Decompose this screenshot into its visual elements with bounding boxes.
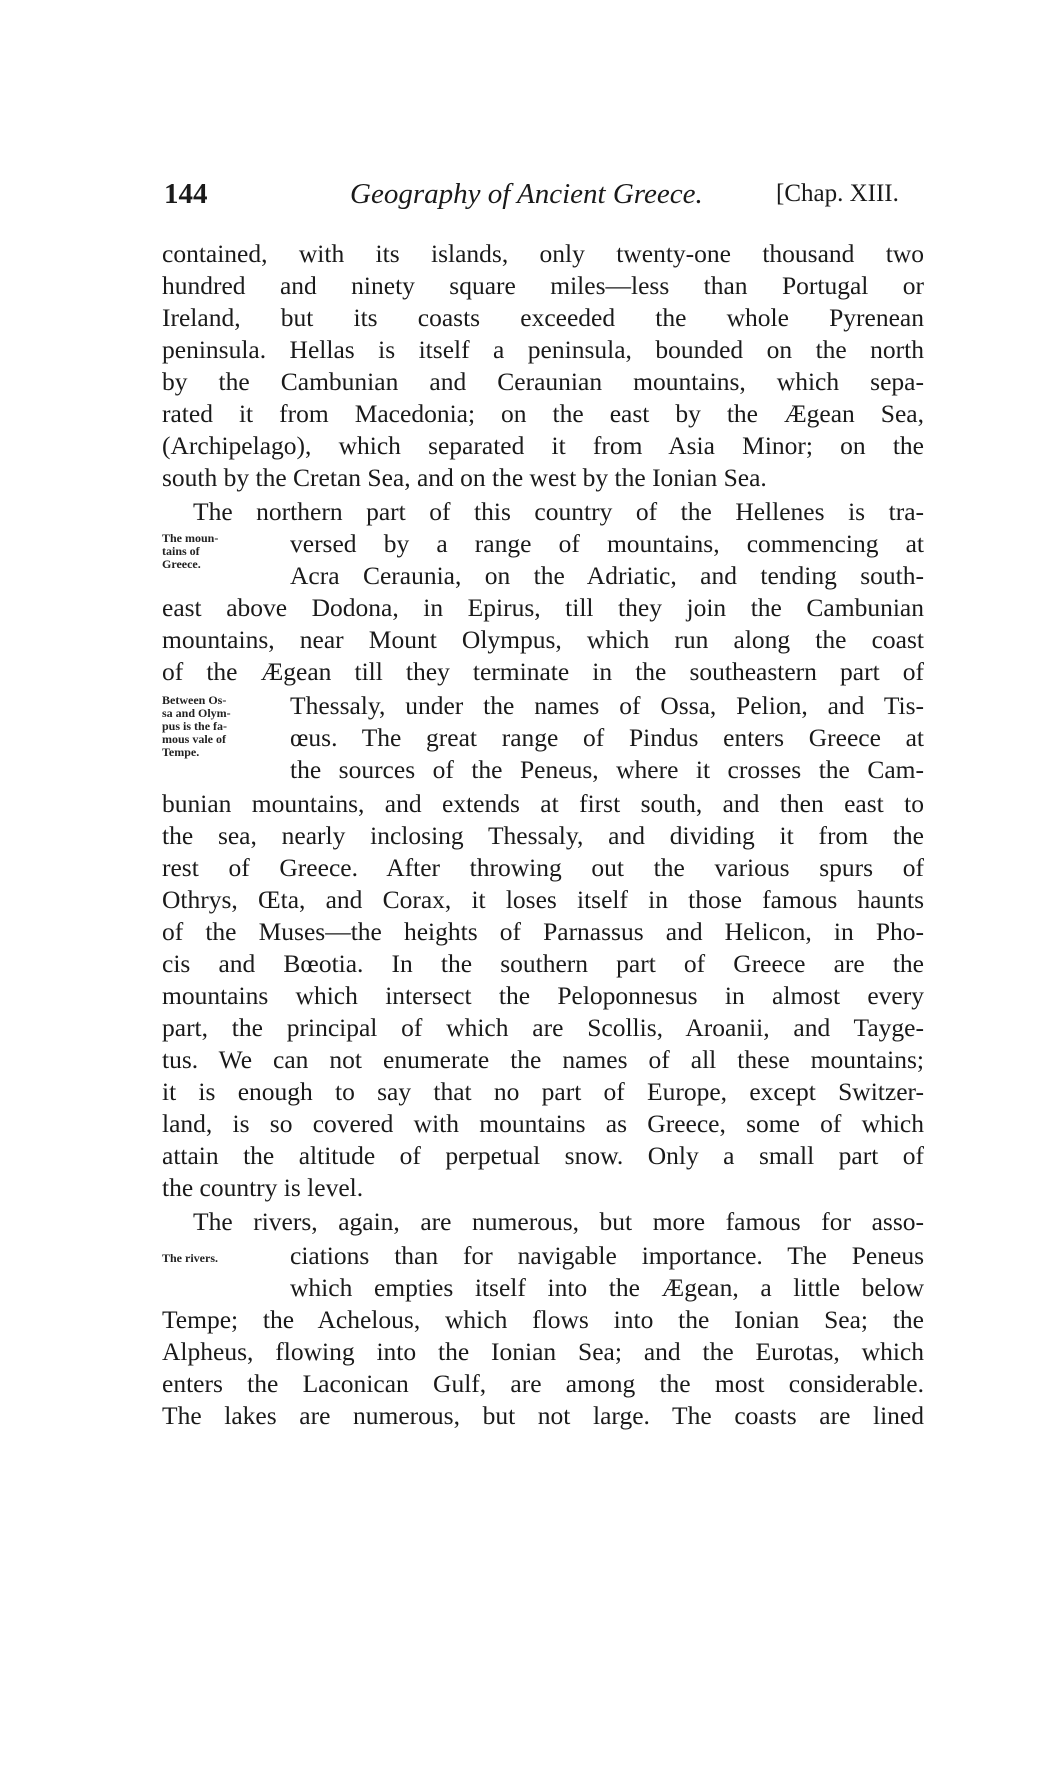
- text-line: rated it from Macedonia; on the east by the Ægean Sea,: [162, 399, 924, 428]
- sidenote-rivers: [162, 1252, 282, 1265]
- text-line: tus. We can not enumerate the names of all these mountains;: [162, 1045, 924, 1074]
- text-line: Tempe; the Achelous, which flows into the Ionian Sea; the: [162, 1305, 924, 1334]
- text-line: land, is so covered with mountains as Greece, some of which: [162, 1109, 924, 1138]
- text-line: hundred and ninety square miles—less than Portugal or: [162, 271, 924, 300]
- text-line: bunian mountains, and extends at first south, and then east to: [162, 789, 924, 818]
- text-line: cis and Bœotia. In the southern part of Greece are the: [162, 949, 924, 978]
- text-line: the country is level.: [162, 1173, 364, 1202]
- text-line: mountains which intersect the Peloponnesus in almost every: [162, 981, 924, 1010]
- text-line: peninsula. Hellas is itself a peninsula, bounded on the north: [162, 335, 924, 364]
- text-line: contained, with its islands, only twenty-one thousand two: [162, 239, 924, 268]
- text-line: The lakes are numerous, but not large. The coasts are lined: [162, 1401, 924, 1430]
- text-line: versed by a range of mountains, commencing at: [290, 529, 924, 558]
- text-line: mountains, near Mount Olympus, which run along the coast: [162, 625, 924, 654]
- running-title: Geography of Ancient Greece.: [350, 178, 703, 210]
- text-line: enters the Laconican Gulf, are among the most considerable.: [162, 1369, 924, 1398]
- text-line: attain the altitude of perpetual snow. Only a small part of: [162, 1141, 924, 1170]
- sidenote-line: pus is the fa-: [162, 719, 228, 733]
- sidenote-line: Tempe.: [162, 745, 200, 759]
- sidenote-line: mous vale of: [162, 732, 226, 746]
- text-line: œus. The great range of Pindus enters Greece at: [290, 723, 924, 752]
- text-line: of the Ægean till they terminate in the southeastern part of: [162, 657, 924, 686]
- sidenote-line: Between Os-: [162, 693, 227, 707]
- text-line: Ireland, but its coasts exceeded the whole Pyrenean: [162, 303, 924, 332]
- text-line: the sea, nearly inclosing Thessaly, and dividing it from the: [162, 821, 924, 850]
- text-line: by the Cambunian and Ceraunian mountains, which sepa-: [162, 367, 924, 396]
- sidenote-line: Greece.: [162, 557, 201, 571]
- text-line: which empties itself into the Ægean, a little below: [290, 1273, 924, 1302]
- text-line: ciations than for navigable importance. The Peneus: [290, 1241, 924, 1270]
- text-line: Acra Ceraunia, on the Adriatic, and tending south-: [290, 561, 924, 590]
- text-line: rest of Greece. After throwing out the various spurs of: [162, 853, 924, 882]
- text-line: part, the principal of which are Scollis, Aroanii, and Tayge-: [162, 1013, 924, 1042]
- sidenote-line: sa and Olym-: [162, 706, 231, 720]
- page-number: 144: [164, 178, 208, 210]
- text-line: The northern part of this country of the Hellenes is tra-: [193, 497, 924, 526]
- text-line: Othrys, Œta, and Corax, it loses itself in those famous haunts: [162, 885, 924, 914]
- text-line: the sources of the Peneus, where it crosses the Cam-: [290, 755, 924, 784]
- text-line: (Archipelago), which separated it from Asia Minor; on the: [162, 431, 924, 460]
- text-line: of the Muses—the heights of Parnassus and Helicon, in Pho-: [162, 917, 924, 946]
- sidenote-tempe: [162, 694, 282, 759]
- text-line: east above Dodona, in Epirus, till they join the Cambunian: [162, 593, 924, 622]
- running-header: [160, 178, 930, 218]
- chapter-label: [Chap. XIII.: [776, 180, 899, 207]
- sidenote-line: The rivers.: [162, 1251, 218, 1265]
- text-line: The rivers, again, are numerous, but more famous for asso-: [193, 1207, 924, 1236]
- text-line: Alpheus, flowing into the Ionian Sea; and the Eurotas, which: [162, 1337, 924, 1366]
- sidenote-mountains: [162, 532, 282, 571]
- sidenote-line: tains of: [162, 544, 200, 558]
- text-line: it is enough to say that no part of Europe, except Switzer-: [162, 1077, 924, 1106]
- text-line: Thessaly, under the names of Ossa, Pelion, and Tis-: [290, 691, 924, 720]
- text-line: south by the Cretan Sea, and on the west by the Ionian Sea.: [162, 463, 767, 492]
- sidenote-line: The moun-: [162, 531, 219, 545]
